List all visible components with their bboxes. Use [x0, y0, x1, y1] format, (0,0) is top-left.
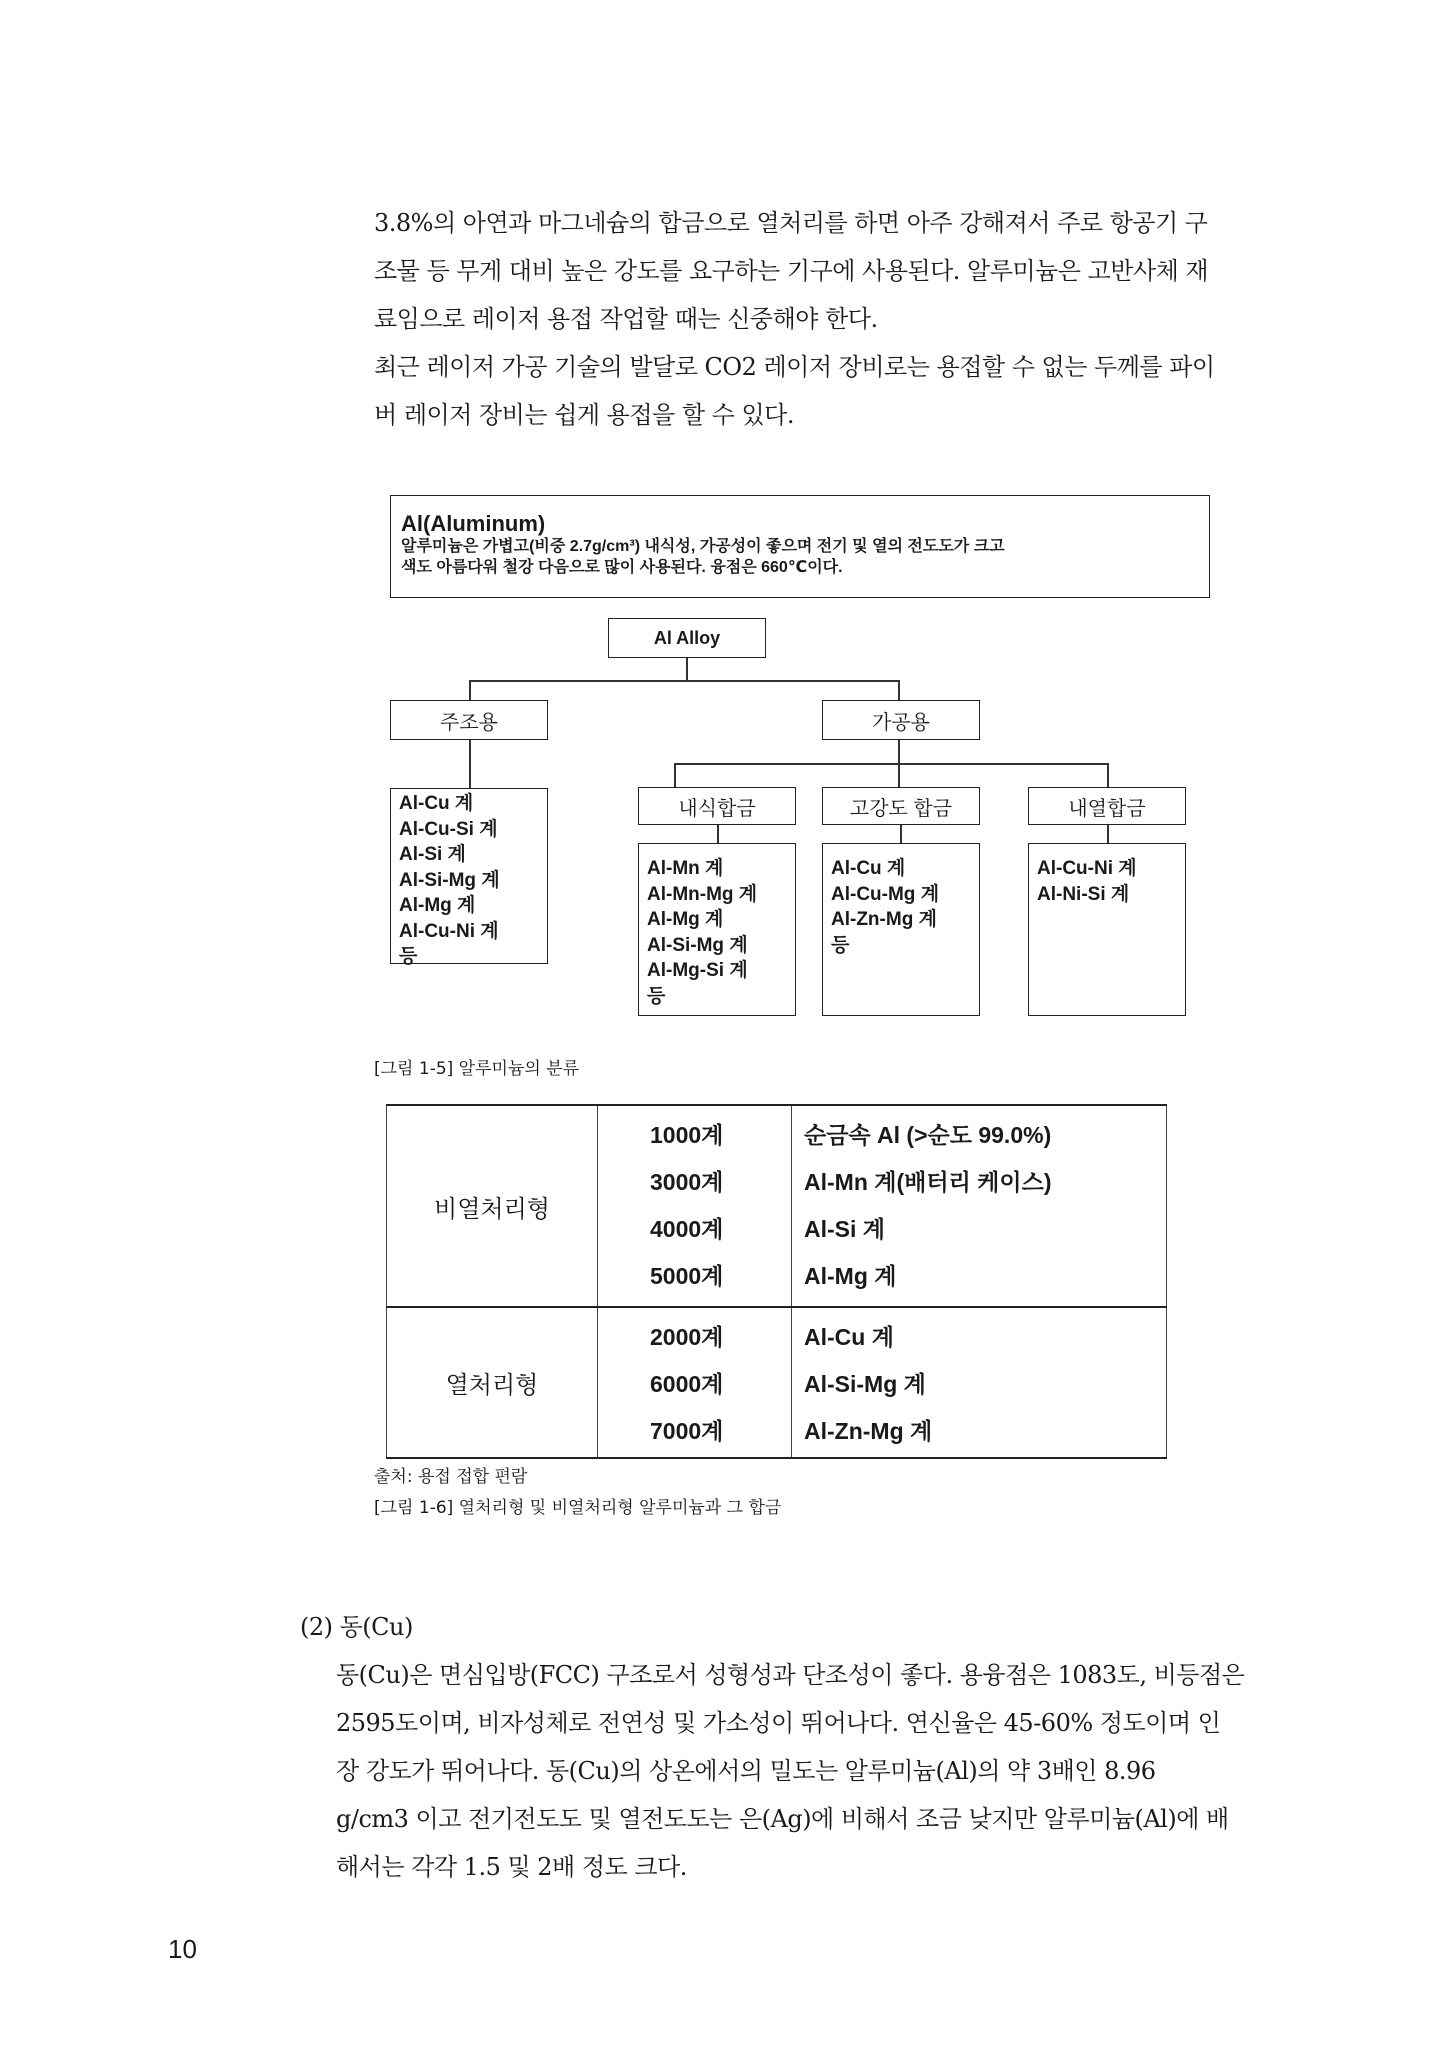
connector-line [900, 825, 902, 843]
description-item: Al-Mn 계(배터리 케이스) [804, 1169, 1052, 1195]
info-box-line: 색도 아름다워 철강 다음으로 많이 사용된다. 융점은 660℃이다. [401, 559, 843, 576]
alloy-item: Al-Cu 계 [831, 858, 906, 879]
series-item: 3000계 [650, 1169, 724, 1195]
alloy-item: Al-Mg 계 [647, 909, 724, 930]
figure-caption: [그림 1-5] 알루미늄의 분류 [374, 1059, 580, 1079]
text-line: 2595도이며, 비자성체로 전연성 및 가소성이 뛰어나다. 연신율은 45-60% 정도이며 인 [336, 1709, 1221, 1737]
high-strength-alloy-list [822, 843, 980, 1016]
table-row-heat-treatable [387, 1307, 1167, 1458]
description-item: Al-Si 계 [804, 1216, 885, 1242]
text-line: 조물 등 무게 대비 높은 강도를 요구하는 기구에 사용된다. 알루미늄은 고반사체 재 [374, 257, 1209, 285]
aluminum-info-box [390, 495, 1210, 598]
connector-line [469, 680, 471, 701]
alloy-item: Al-Mn-Mg 계 [647, 883, 758, 905]
heat-treatment-table [386, 1104, 1167, 1459]
alloy-item: Al-Mg 계 [399, 895, 476, 916]
corrosion-resistant-alloy-list [638, 843, 796, 1016]
connector-line [469, 680, 899, 682]
node-high-strength: 고강도 합금 [822, 787, 980, 825]
connector-line [674, 763, 676, 788]
text-line: 최근 레이저 가공 기술의 발달로 CO2 레이저 장비로는 용접할 수 없는 두께를 파이 [374, 353, 1215, 381]
connector-line [674, 763, 1108, 765]
connector-line [686, 658, 688, 680]
figure-caption: [그림 1-6] 열처리형 및 비열처리형 알루미늄과 그 합금 [374, 1498, 782, 1518]
node-wrought: 가공용 [822, 700, 980, 740]
text-line: 료임으로 레이저 용접 작업할 때는 신중해야 한다. [374, 305, 878, 333]
text-line: 동(Cu)은 면심입방(FCC) 구조로서 성형성과 단조성이 좋다. 용융점은 1083도, 비등점은 [336, 1661, 1245, 1689]
section-heading: (2) 동(Cu) [300, 1613, 413, 1641]
series-item: 4000계 [650, 1216, 724, 1242]
alloy-item: Al-Cu-Ni 계 [1037, 858, 1137, 879]
alloy-item: 등 [831, 934, 850, 956]
alloy-item: Al-Zn-Mg 계 [831, 909, 937, 930]
alloy-item: Al-Cu 계 [399, 793, 474, 814]
description-item: 순금속 Al (>순도 99.0%) [804, 1122, 1052, 1148]
table-row-non-heat-treatable [387, 1105, 1167, 1307]
alloy-item: Al-Mg-Si 계 [647, 960, 748, 981]
connector-line [898, 740, 900, 764]
alloy-item: Al-Cu-Si 계 [399, 818, 498, 840]
connector-line [469, 740, 471, 788]
text-line: 장 강도가 뛰어나다. 동(Cu)의 상온에서의 밀도는 알루미늄(Al)의 약 3배인 8.96 [336, 1757, 1156, 1785]
alloy-item: Al-Cu-Ni 계 [399, 920, 499, 942]
description-item: Al-Mg 계 [804, 1263, 897, 1289]
node-heat-resistant: 내열합금 [1028, 787, 1186, 825]
info-box-title: Al(Aluminum) [401, 511, 546, 536]
heat-resistant-alloy-list [1028, 843, 1186, 1016]
text-line: 해서는 각각 1.5 및 2배 정도 크다. [336, 1853, 687, 1881]
series-item: 6000계 [650, 1371, 724, 1397]
alloy-item: Al-Si 계 [399, 844, 466, 865]
text-line: 3.8%의 아연과 마그네슘의 합금으로 열처리를 하면 아주 강해져서 주로 항공기 구 [374, 209, 1208, 237]
alloy-item: Al-Cu-Mg 계 [831, 883, 940, 905]
connector-line [898, 680, 900, 701]
alloy-item: Al-Si-Mg 계 [647, 934, 748, 956]
page-number: 10 [168, 1934, 197, 1964]
alloy-item: 등 [399, 946, 418, 967]
alloy-item: Al-Mn 계 [647, 858, 724, 879]
description-cell [792, 1105, 1167, 1307]
description-item: Al-Zn-Mg 계 [804, 1418, 933, 1444]
alloy-item: Al-Ni-Si 계 [1037, 883, 1130, 905]
description-item: Al-Si-Mg 계 [804, 1371, 926, 1397]
group-type-cell: 비열처리형 [387, 1105, 598, 1307]
text-line: 버 레이저 장비는 쉽게 용접을 할 수 있다. [374, 401, 794, 429]
series-item: 7000계 [650, 1418, 724, 1444]
info-box-line: 알루미늄은 가볍고(비중 2.7g/cm³) 내식성, 가공성이 좋으며 전기 및 열의 전도도가 크고 [401, 538, 1005, 555]
figure-source: 출처: 용접 접합 편람 [374, 1467, 528, 1487]
connector-line [717, 825, 719, 843]
description-item: Al-Cu 계 [804, 1324, 894, 1350]
series-item: 5000계 [650, 1263, 724, 1289]
connector-line [898, 763, 900, 788]
node-corrosion-resistant: 내식합금 [638, 787, 796, 825]
group-type-cell: 열처리형 [387, 1307, 598, 1458]
connector-line [1107, 763, 1109, 788]
casting-alloy-list [390, 788, 548, 967]
series-item: 2000계 [650, 1324, 724, 1350]
series-item: 1000계 [650, 1122, 724, 1148]
node-casting: 주조용 [390, 700, 548, 740]
alloy-item: 등 [647, 985, 666, 1007]
series-cell [598, 1105, 792, 1307]
text-line: g/cm3 이고 전기전도도 및 열전도도는 은(Ag)에 비해서 조금 낮지만 알루미늄(Al)에 배 [336, 1805, 1229, 1833]
connector-line [1107, 825, 1109, 843]
alloy-item: Al-Si-Mg 계 [399, 869, 500, 891]
series-cell [598, 1307, 792, 1458]
description-cell [792, 1307, 1167, 1458]
root-node-al-alloy: Al Alloy [608, 618, 766, 658]
